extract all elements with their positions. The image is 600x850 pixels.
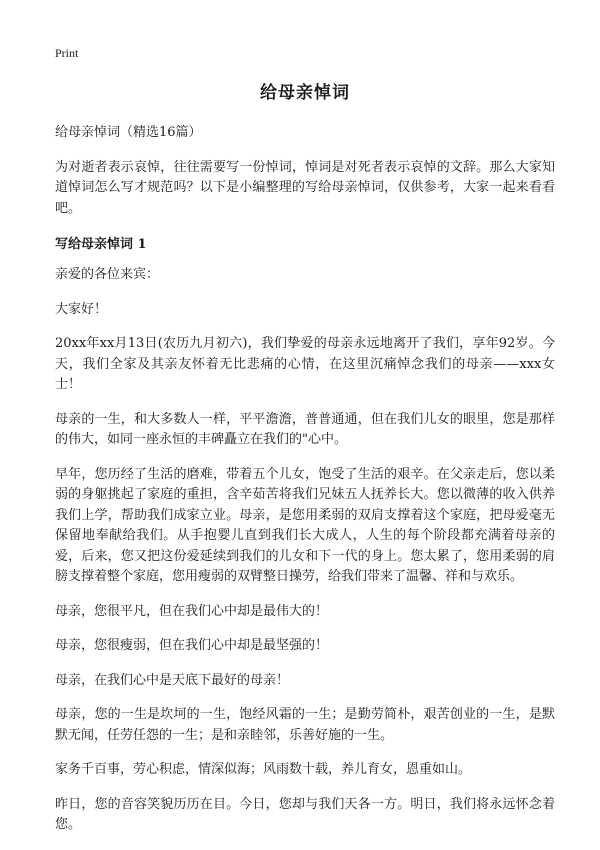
paragraph-early-years: 早年，您历经了生活的磨难，带着五个儿女，饱受了生活的艰辛。在父亲走后，您以柔弱的身躯挑起了家庭的重担，含辛茹苦将我们兄妹五人抚养长大。您以微薄的收入供养我们上学，帮助我们成家立业。母亲，是您用柔弱的双肩支撑着这个家庭，把母爱毫无保留地奉献给我们。从手抱婴儿直到我们长大成人，人生的每个阶段都充满着母亲的爱，后来，您又把这份爱延续到我们的儿女和下一代的身上。您太累了，您用柔弱的肩膀支撑着整个家庭，您用瘦弱的双臂整日操劳，给我们带来了温馨、祥和与欢乐。	[55, 466, 555, 584]
document-page	[55, 78, 555, 850]
paragraph-frail: 母亲，您很瘦弱，但在我们心中却是最坚强的！	[55, 638, 329, 653]
print-link[interactable]: Print	[55, 46, 79, 60]
intro-paragraph: 为对逝者表示哀悼，往往需要写一份悼词，悼词是对死者表示哀悼的文辞。那么大家知道悼词怎么写才规范吗？以下是小编整理的写给母亲悼词，仅供参考，大家一起来看看吧。	[55, 159, 555, 216]
section-heading: 写给母亲悼词 1	[55, 237, 147, 252]
paragraph-hello: 大家好！	[55, 301, 108, 317]
paragraph-remembrance: 昨日，您的音容笑貌历历在目。今日，您却与我们天各一方。明日，我们将永远怀念着您。	[55, 796, 555, 832]
paragraph-ordinary: 母亲，您很平凡，但在我们心中却是最伟大的！	[55, 603, 329, 619]
paragraph-household: 家务千百事，劳心积虑，情深似海；风雨数十载，养儿育女，恩重如山。	[55, 762, 472, 777]
paragraph-date: 20xx年xx月13日(农历九月初六)，我们挚爱的母亲永远地离开了我们，享年92岁。今天，我们全家及其亲友怀着无比悲痛的心情，在这里沉痛悼念我们的母亲——xxx女士！	[55, 336, 555, 392]
paragraph-ordinary-life: 母亲的一生，和大多数人一样，平平澹澹，普普通通，但在我们儿女的眼里，您是那样的伟大，如同一座永恒的丰碑矗立在我们的"心中。	[55, 411, 555, 447]
paragraph-best-mother: 母亲，在我们心中是天底下最好的母亲！	[55, 672, 290, 688]
document-title: 给母亲悼词	[260, 83, 350, 103]
document-subtitle: 给母亲悼词（精选16篇）	[55, 125, 202, 140]
paragraph-life-summary: 母亲，您的一生是坎坷的一生，饱经风霜的一生；是勤劳简朴，艰苦创业的一生，是默默无闻，任劳任怨的一生；是和亲睦邻，乐善好施的一生。	[55, 707, 555, 743]
paragraph-greeting: 亲爱的各位来宾：	[55, 267, 160, 282]
